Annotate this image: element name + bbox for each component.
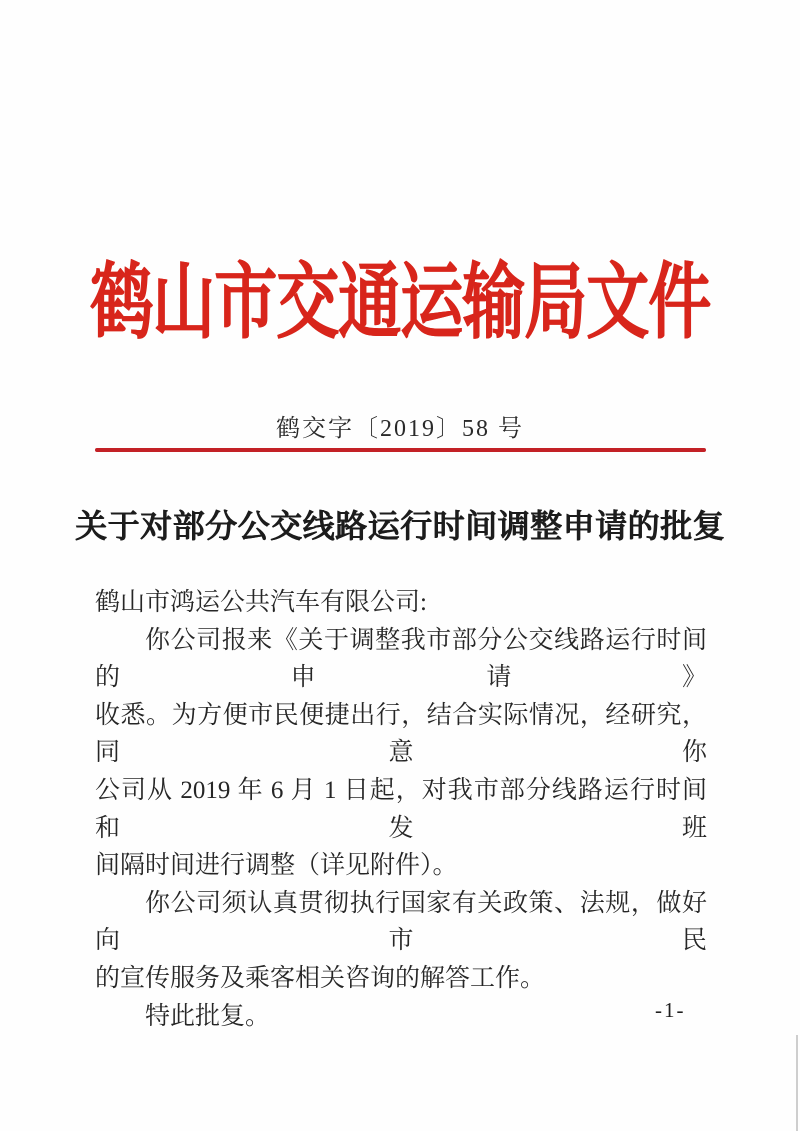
paragraph-approval (95, 622, 707, 885)
document-subject-title: 关于对部分公交线路运行时间调整申请的批复 (74, 508, 725, 544)
page-number: -1- (655, 998, 686, 1022)
scan-edge-artifact (796, 1035, 798, 1131)
document-reference-number: 鹤交字〔2019〕58 号 (276, 416, 524, 442)
body-line: 的宣传服务及乘客相关咨询的解答工作。 (95, 964, 546, 992)
body-line: 公司从 2019 年 6 月 1 日起，对我市部分线路运行时间和发班 (95, 776, 707, 842)
body-line: 收悉。为方便市民便捷出行，结合实际情况，经研究，同意你 (95, 701, 707, 767)
agency-masthead-text: 鹤山市交通运输局文件 (90, 256, 710, 350)
recipient-salutation: 鹤山市鸿运公共汽车有限公司: (95, 589, 427, 616)
closing-statement: 特此批复。 (145, 1002, 271, 1030)
body-line: 间隔时间进行调整（详见附件）。 (95, 852, 458, 880)
body-line: 你公司报来《关于调整我市部分公交线路运行时间的申请》 (95, 626, 707, 692)
document-body (95, 584, 707, 1035)
red-divider-rule (95, 448, 706, 452)
paragraph-requirements (95, 885, 707, 998)
body-line: 你公司须认真贯彻执行国家有关政策、法规，做好向市民 (95, 889, 707, 955)
agency-masthead (0, 256, 800, 350)
